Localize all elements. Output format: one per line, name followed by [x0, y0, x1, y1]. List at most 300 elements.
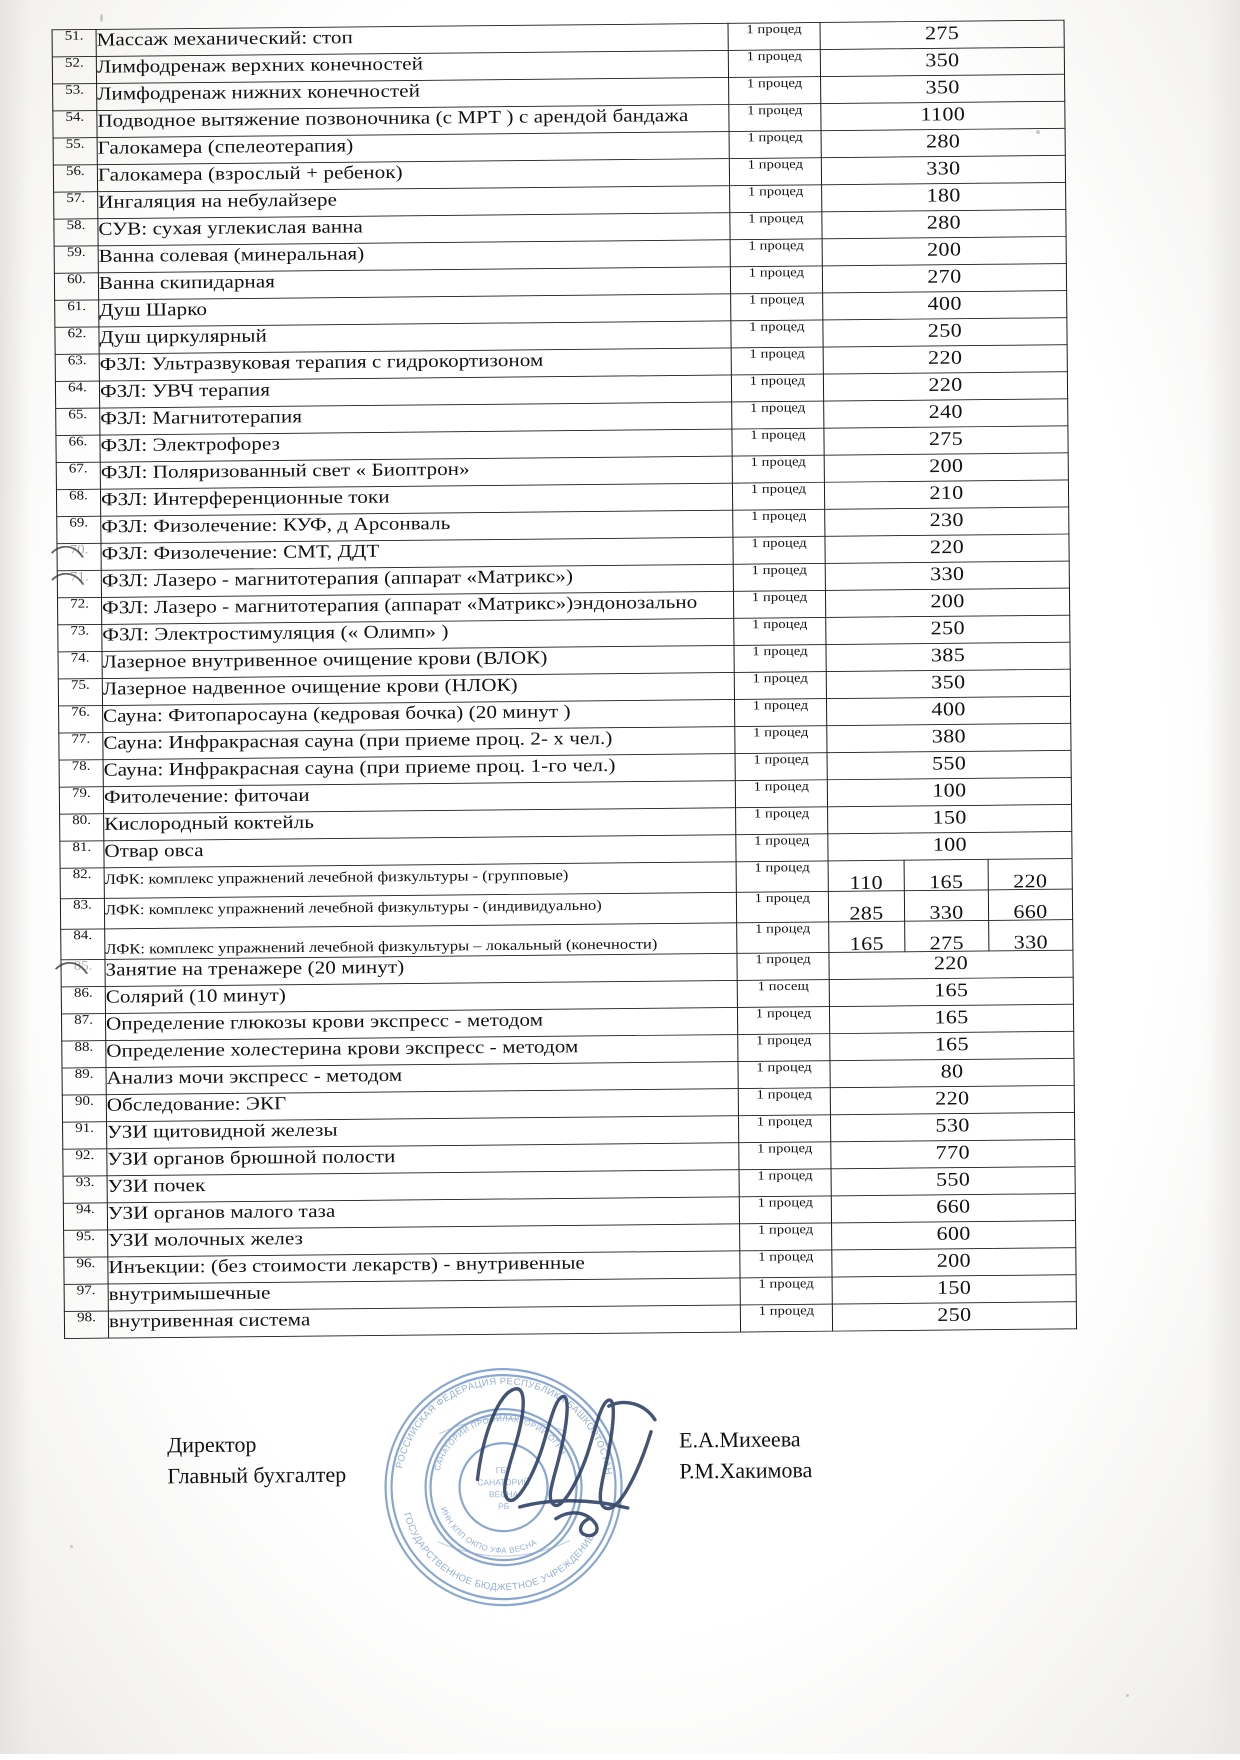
service-name: Определение глюкозы крови экспресс - методом	[105, 1008, 544, 1035]
price-cell	[904, 859, 988, 893]
price-cell	[830, 1085, 1074, 1114]
row-number: 53.	[65, 83, 85, 98]
unit-label: 1 процед	[751, 509, 807, 524]
price-cell	[831, 1139, 1075, 1168]
price-value: 220	[1013, 869, 1048, 892]
svg-text:САНАТОРИЙ: САНАТОРИЙ	[477, 1476, 530, 1488]
unit-label: 1 процед	[747, 184, 804, 199]
row-number: 88.	[74, 1040, 94, 1055]
service-name: ЛФК: комплекс упражнений лечебной физкультуры - (групповые)	[104, 866, 569, 888]
row-number-cell	[59, 706, 103, 733]
unit-label: 1 процед	[756, 1033, 812, 1048]
price-cell	[823, 372, 1067, 401]
price-cell	[829, 950, 1073, 979]
service-name: Занятие на тренажере (20 минут)	[105, 956, 405, 980]
unit-label: 1 процед	[757, 1222, 814, 1238]
row-number-cell	[56, 408, 100, 435]
unit-label: 1 процед	[749, 346, 805, 362]
unit-cell	[732, 482, 824, 510]
unit-label: 1 процед	[751, 590, 808, 605]
signature-name-director: Е.А.Михеева	[678, 1426, 801, 1453]
unit-cell	[733, 536, 825, 564]
price-value: 220	[929, 535, 965, 558]
price-cell	[832, 1221, 1076, 1250]
unit-cell	[733, 563, 825, 591]
price-value: 350	[931, 670, 966, 693]
service-name: Лазерное надвенное очищение крови (НЛОК)	[102, 674, 518, 700]
price-value: 380	[931, 724, 967, 747]
unit-cell	[734, 672, 826, 700]
price-value: 165	[849, 932, 885, 955]
unit-label: 1 процед	[752, 698, 809, 713]
row-number: 91.	[75, 1121, 95, 1136]
price-cell	[826, 696, 1070, 725]
row-number-cell	[63, 1149, 107, 1176]
price-value: 330	[1013, 930, 1049, 953]
row-number: 66.	[68, 434, 88, 449]
price-cell	[989, 920, 1073, 951]
row-number: 67.	[68, 461, 88, 476]
unit-label: 1 процед	[756, 1060, 812, 1075]
service-name: Лазерное внутривенное очищение крови (ВЛОК)	[102, 646, 548, 672]
unit-cell	[735, 726, 827, 754]
unit-cell	[732, 401, 824, 429]
price-cell	[822, 209, 1066, 238]
service-name: Ингаляция на небулайзере	[98, 188, 338, 213]
price-value: 330	[930, 562, 965, 585]
price-cell	[828, 891, 904, 922]
price-value: 150	[932, 805, 967, 829]
unit-cell	[733, 590, 825, 618]
service-name: Солярий (10 минут)	[105, 984, 286, 1007]
price-value: 220	[933, 951, 969, 974]
row-number: 58.	[66, 218, 86, 233]
row-number: 77.	[71, 732, 91, 747]
price-cell	[829, 977, 1073, 1006]
row-number-cell	[64, 1284, 108, 1311]
row-number: 61.	[67, 299, 87, 314]
row-number: 56.	[65, 164, 85, 179]
price-value: 180	[926, 183, 961, 206]
svg-text:ГОСУДАРСТВЕННОЕ БЮДЖЕТНОЕ УЧРЕ: ГОСУДАРСТВЕННОЕ БЮДЖЕТНОЕ УЧРЕЖДЕНИЕ	[401, 1511, 597, 1594]
price-value: 165	[929, 870, 964, 893]
row-number: 81.	[72, 840, 92, 855]
unit-label: 1 процед	[752, 644, 808, 659]
unit-cell	[728, 50, 820, 78]
price-cell	[821, 155, 1065, 184]
unit-cell	[740, 1250, 832, 1278]
unit-label: 1 процед	[749, 400, 806, 416]
row-number-cell	[63, 1122, 107, 1149]
price-value: 400	[931, 697, 966, 720]
service-name: Галокамера (спелеотерапия)	[97, 134, 354, 159]
service-name: Кислородный коктейль	[104, 811, 315, 835]
service-name: УЗИ органов малого таза	[107, 1200, 336, 1224]
row-number: 97.	[76, 1283, 96, 1298]
row-number: 64.	[68, 380, 87, 395]
row-number: 68.	[69, 488, 88, 504]
service-name: ЛФК: комплекс упражнений лечебной физкультуры – локальный (конечности)	[105, 935, 658, 958]
unit-label: 1 процед	[754, 921, 811, 937]
price-cell	[826, 615, 1070, 644]
unit-label: 1 процед	[750, 454, 806, 470]
service-name: Обследование: ЭКГ	[106, 1092, 287, 1116]
price-value: 385	[930, 643, 966, 666]
signature-name-accountant: Р.М.Хакимова	[679, 1457, 813, 1484]
row-number: 87.	[74, 1013, 93, 1028]
price-table-container	[52, 20, 1077, 1339]
price-cell	[825, 534, 1069, 563]
service-name: внутримышечные	[108, 1281, 271, 1305]
unit-label: 1 процед	[747, 103, 803, 118]
row-number: 85.	[73, 959, 93, 974]
row-number-cell	[59, 760, 103, 787]
price-value: 550	[935, 1167, 971, 1191]
service-name: Лимфодренаж верхних конечностей	[96, 52, 424, 77]
row-number-cell	[56, 462, 100, 489]
svg-text:РОССИЙСКАЯ ФЕДЕРАЦИЯ РЕСПУБЛИ: РОССИЙСКАЯ ФЕДЕРАЦИЯ РЕСПУБЛИКА БАШКОРТОСТАН	[394, 1376, 614, 1476]
price-cell	[828, 804, 1072, 833]
unit-label: 1 процед	[757, 1141, 813, 1157]
unit-cell	[734, 645, 826, 673]
price-value: 275	[924, 21, 960, 44]
unit-label: 1 процед	[756, 1087, 813, 1102]
price-cell	[830, 1058, 1074, 1087]
price-value: 100	[932, 832, 968, 856]
row-number: 98.	[76, 1310, 96, 1325]
service-name: Определение холестерина крови экспресс - методом	[106, 1035, 579, 1062]
unit-cell	[740, 1277, 832, 1305]
unit-cell	[729, 104, 821, 132]
unit-label: 1 процед	[754, 860, 810, 876]
price-cell	[825, 507, 1069, 536]
price-value: 250	[927, 319, 963, 342]
price-value: 80	[940, 1059, 964, 1082]
unit-label: 1 процед	[755, 1006, 812, 1021]
service-name: Галокамера (взрослый + ребенок)	[97, 161, 403, 186]
service-name: Подводное вытяжение позвоночника (с МРТ ) с арендой бандажа	[97, 104, 689, 132]
signature-title-director: Директор	[167, 1431, 257, 1458]
price-table-body	[52, 20, 1077, 1338]
price-value: 600	[936, 1222, 971, 1245]
price-value: 210	[929, 481, 964, 504]
price-value: 220	[928, 373, 963, 396]
unit-cell	[737, 1007, 829, 1035]
price-cell	[826, 642, 1070, 671]
price-cell	[832, 1248, 1076, 1277]
service-name: Лимфодренаж нижних конечностей	[97, 79, 421, 105]
row-number: 83.	[73, 898, 92, 913]
row-number-cell	[60, 841, 104, 868]
price-cell	[823, 291, 1067, 320]
row-number: 63.	[67, 353, 87, 368]
unit-label: 1 процед	[748, 265, 805, 281]
row-number-cell	[58, 679, 102, 706]
unit-label: 1 процед	[746, 22, 802, 37]
price-cell	[825, 561, 1069, 590]
price-cell	[824, 426, 1068, 455]
row-number-cell	[53, 165, 97, 192]
price-value: 275	[928, 427, 964, 450]
row-number-cell	[58, 651, 102, 678]
price-value: 1100	[920, 102, 966, 125]
unit-label: 1 процед	[751, 563, 807, 578]
row-number-cell	[60, 814, 104, 841]
service-name: СУВ: сухая углекислая ванна	[98, 215, 364, 240]
service-name: ФЗЛ: Лазеро - магнитотерапия (аппарат «Матрикс»)	[101, 565, 574, 591]
price-value: 220	[928, 346, 963, 369]
price-cell	[828, 860, 904, 894]
row-number-cell	[63, 1176, 107, 1203]
row-number-cell	[61, 1014, 105, 1041]
unit-cell	[736, 807, 828, 835]
service-name: ФЗЛ: Физолечение: СМТ, ДДТ	[101, 540, 380, 564]
price-value: 660	[936, 1195, 971, 1218]
price-cell	[831, 1194, 1075, 1223]
service-name: Ванна солевая (минеральная)	[98, 242, 365, 267]
row-number-cell	[57, 516, 101, 543]
price-cell	[820, 47, 1064, 76]
row-number-cell	[63, 1203, 107, 1230]
unit-cell	[734, 617, 826, 645]
unit-label: 1 процед	[748, 211, 804, 227]
price-cell	[822, 237, 1066, 266]
row-number-cell	[57, 570, 101, 597]
unit-label: 1 процед	[753, 725, 809, 740]
row-number-cell	[57, 597, 101, 624]
unit-label: 1 процед	[753, 806, 810, 822]
unit-cell	[732, 455, 824, 483]
row-number-cell	[55, 381, 99, 408]
price-value: 200	[936, 1249, 972, 1272]
service-name-cell	[108, 1305, 740, 1338]
row-number: 74.	[70, 651, 90, 666]
row-number-cell	[53, 84, 97, 111]
unit-label: 1 процед	[749, 319, 805, 335]
unit-cell	[728, 22, 820, 50]
row-number: 62.	[67, 326, 87, 341]
price-cell	[823, 345, 1067, 374]
row-number: 54.	[65, 110, 85, 125]
unit-label: 1 процед	[753, 752, 809, 767]
price-value: 110	[849, 871, 884, 894]
price-cell	[831, 1167, 1075, 1196]
unit-cell	[735, 753, 827, 781]
unit-label: 1 процед	[748, 238, 804, 254]
unit-cell	[738, 1088, 830, 1116]
signature-titles	[167, 1428, 346, 1492]
price-value: 200	[926, 237, 962, 261]
row-number-cell	[59, 787, 103, 814]
price-value: 285	[849, 901, 884, 924]
row-number-cell	[53, 138, 97, 165]
unit-cell	[737, 980, 829, 1008]
price-value: 350	[925, 75, 960, 98]
service-name: УЗИ молочных желез	[108, 1227, 304, 1251]
unit-label: 1 процед	[746, 76, 803, 91]
price-cell	[988, 859, 1072, 890]
unit-cell	[736, 891, 828, 922]
price-value: 280	[926, 210, 962, 234]
row-number-cell	[54, 192, 98, 219]
unit-cell	[738, 1115, 830, 1143]
row-number-cell	[58, 624, 102, 651]
svg-text:ИНН КПП ОКПО УФА ВЕСНА: ИНН КПП ОКПО УФА ВЕСНА	[439, 1505, 539, 1556]
row-number-cell	[62, 1068, 106, 1095]
row-number: 65.	[68, 407, 88, 422]
row-number: 78.	[71, 759, 91, 774]
service-name: УЗИ щитовидной железы	[107, 1119, 338, 1143]
price-cell	[822, 264, 1066, 293]
price-cell	[824, 453, 1068, 482]
service-name: ФЗЛ: Ультразвуковая терапия с гидрокортизоном	[99, 349, 544, 375]
unit-cell	[729, 158, 821, 186]
unit-label: 1 посещ	[757, 979, 809, 994]
price-cell	[830, 1112, 1074, 1141]
unit-cell	[730, 185, 822, 213]
price-cell	[832, 1275, 1076, 1304]
row-number-cell	[61, 929, 105, 960]
unit-label: 1 процед	[756, 1114, 813, 1129]
unit-label: 1 процед	[747, 130, 803, 145]
unit-label: 1 процед	[754, 833, 810, 849]
row-number: 94.	[75, 1202, 95, 1217]
signature-title-accountant: Главный бухгалтер	[167, 1461, 347, 1489]
unit-cell	[733, 509, 825, 537]
row-number: 90.	[74, 1094, 94, 1109]
svg-text:ВЕСНА: ВЕСНА	[488, 1489, 519, 1500]
price-value: 350	[925, 48, 960, 71]
row-number-cell	[54, 246, 98, 273]
price-cell	[821, 128, 1065, 157]
row-number: 86.	[73, 986, 93, 1001]
price-value: 220	[935, 1086, 970, 1109]
unit-cell	[729, 131, 821, 159]
price-cell	[821, 74, 1065, 103]
unit-cell	[738, 1061, 830, 1089]
price-cell	[820, 20, 1064, 49]
price-value: 150	[936, 1276, 972, 1299]
price-cell	[825, 588, 1069, 617]
row-number: 55.	[65, 137, 85, 152]
unit-label: 1 процед	[758, 1249, 814, 1265]
price-value: 250	[930, 616, 966, 639]
row-number-cell	[62, 1041, 106, 1068]
unit-cell	[731, 293, 823, 321]
row-number: 70.	[69, 542, 89, 558]
service-name: внутривенная система	[108, 1308, 311, 1332]
service-name: ФЗЛ: Лазеро - магнитотерапия (аппарат «Матрикс»)эндонозально	[101, 591, 698, 618]
price-cell	[830, 1031, 1074, 1060]
price-value: 165	[934, 1005, 969, 1028]
row-number-cell	[55, 300, 99, 327]
price-value: 230	[929, 508, 964, 531]
row-number: 73.	[70, 624, 90, 639]
row-number: 92.	[75, 1148, 95, 1163]
price-cell	[904, 890, 988, 924]
unit-cell	[736, 834, 828, 862]
row-number: 69.	[69, 515, 89, 531]
unit-cell	[730, 266, 822, 294]
row-number-cell	[55, 327, 99, 354]
row-number-cell	[64, 1230, 108, 1257]
row-number-cell	[64, 1257, 108, 1284]
row-number-cell	[62, 1095, 106, 1122]
price-value: 200	[929, 454, 964, 477]
price-cell	[988, 889, 1072, 923]
service-name: Ванна скипидарная	[98, 270, 276, 294]
row-number-cell	[52, 29, 96, 56]
price-cell	[829, 921, 905, 955]
price-value: 530	[935, 1113, 970, 1137]
price-value: 330	[929, 901, 964, 924]
row-number: 57.	[66, 191, 86, 206]
unit-cell	[739, 1169, 831, 1197]
service-name: Сауна: Фитопаросауна (кедровая бочка) (20 минут )	[103, 700, 571, 727]
price-cell	[827, 723, 1071, 752]
service-name: ФЗЛ: Электростимуляция (« Олимп» )	[102, 620, 449, 645]
row-number-cell	[53, 111, 97, 138]
row-number-cell	[60, 898, 104, 929]
service-name: ФЗЛ: Магнитотерапия	[100, 405, 303, 429]
price-cell	[827, 777, 1071, 806]
unit-label: 1 процед	[754, 891, 811, 906]
service-name: ФЗЛ: Электрофорез	[100, 432, 281, 456]
service-name: ФЗЛ: УВЧ терапия	[99, 378, 271, 402]
unit-label: 1 процед	[747, 157, 804, 172]
row-number: 89.	[74, 1067, 94, 1082]
price-value: 165	[934, 1032, 970, 1055]
row-number-cell	[60, 868, 104, 899]
service-name: Душ циркулярный	[99, 324, 268, 348]
price-value: 280	[925, 129, 961, 152]
price-cell	[827, 750, 1071, 779]
unit-cell	[731, 374, 823, 402]
row-number: 76.	[71, 705, 91, 720]
unit-label: 1 процед	[755, 952, 811, 967]
service-name: Инъекции: (без стоимости лекарств) - внутривенные	[108, 1251, 586, 1278]
price-value: 660	[1013, 900, 1048, 923]
price-value: 100	[932, 778, 967, 801]
row-number-cell	[61, 959, 105, 986]
unit-cell	[731, 347, 823, 375]
unit-cell	[739, 1196, 831, 1224]
unit-label: 1 процед	[750, 427, 806, 443]
row-number: 84.	[73, 928, 93, 943]
row-number-cell	[59, 733, 103, 760]
price-value: 330	[926, 156, 961, 179]
price-value: 275	[929, 931, 965, 954]
row-number: 71.	[69, 570, 89, 585]
service-name: Сауна: Инфракрасная сауна (при приеме проц. 2- х чел.)	[103, 727, 613, 754]
price-value: 770	[935, 1140, 971, 1164]
price-table	[52, 20, 1078, 1339]
svg-text:ГБУ: ГБУ	[495, 1465, 512, 1476]
price-cell	[821, 101, 1065, 130]
unit-cell	[731, 320, 823, 348]
price-value: 550	[931, 751, 967, 774]
price-value: 270	[927, 264, 962, 288]
price-cell	[829, 1004, 1073, 1033]
unit-cell	[730, 212, 822, 240]
row-number-cell	[55, 354, 99, 381]
service-name: Душ Шарко	[99, 298, 208, 321]
row-number: 72.	[70, 597, 89, 612]
unit-cell	[737, 922, 829, 953]
service-name: УЗИ почек	[107, 1174, 206, 1197]
svg-text:РБ: РБ	[498, 1501, 510, 1512]
service-name: Отвар овса	[104, 839, 204, 862]
